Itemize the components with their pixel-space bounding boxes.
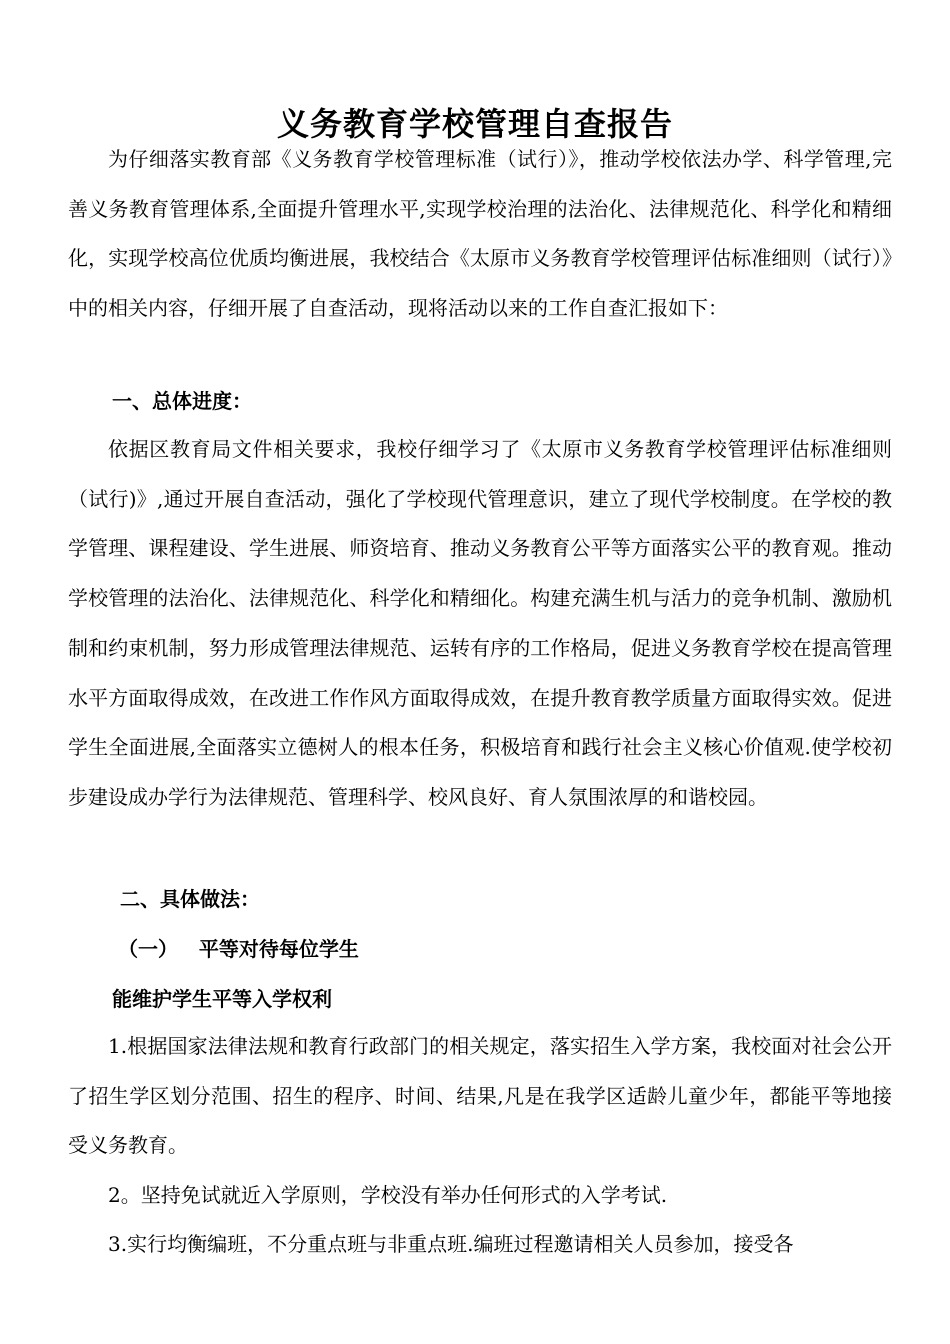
section-heading-specific-methods: 二、具体做法： (120, 887, 260, 911)
intro-paragraph: 为仔细落实教育部《义务教育学校管理标准（试行）》，推动学校依法办学、科学管理,完善义务教育管理体系,全面提升管理水平,实现学校治理的法治化、法律规范化、科学化和精细化，实现学校高位优质均衡进展，我校结合《太原市义务教育学校管理评估标准细则（试行）》中的相关内容，仔细开展了自查活动，现将活动以来的工作自查汇报如下： (68, 147, 892, 321)
section-heading-overall-progress: 一、总体进度： (112, 389, 252, 413)
list-item-2: 2。坚持免试就近入学原则，学校没有举办任何形式的入学考试. (108, 1183, 668, 1207)
list-item-3: 3.实行均衡编班，不分重点班与非重点班.编班过程邀请相关人员参加，接受各 (108, 1232, 794, 1256)
subsection-heading-equal-treatment: （一） 平等对待每位学生 (118, 937, 359, 961)
list-item-1: 1.根据国家法律法规和教育行政部门的相关规定，落实招生入学方案，我校面对社会公开了招生学区划分范围、招生的程序、时间、结果,凡是在我学区适龄儿童少年，都能平等地接受义务教育。 (68, 1034, 892, 1158)
document-title: 义务教育学校管理自查报告 (276, 105, 673, 144)
section-body-overall-progress: 依据区教育局文件相关要求，我校仔细学习了《太原市义务教育学校管理评估标准细则（试行)》,通过开展自查活动，强化了学校现代管理意识，建立了现代学校制度。在学校的教学管理、课程建设、学生进展、师资培育、推动义务教育公平等方面落实公平的教育观。推动学校管理的法治化、法律规范化、科学化和精细化。构建充满生机与活力的竞争机制、激励机制和约束机制，努力形成管理法律规范、运转有序的工作格局，促进义务教育学校在提高管理水平方面取得成效，在改进工作作风方面取得成效，在提升教育教学质量方面取得实效。促进学生全面进展,全面落实立德树人的根本任务，积极培育和践行社会主义核心价值观.使学校初步建设成办学行为法律规范、管理科学、校风良好、育人氛围浓厚的和谐校园。 (68, 437, 892, 809)
subsection-subheading-equal-enrollment: 能维护学生平等入学权利 (112, 987, 332, 1011)
